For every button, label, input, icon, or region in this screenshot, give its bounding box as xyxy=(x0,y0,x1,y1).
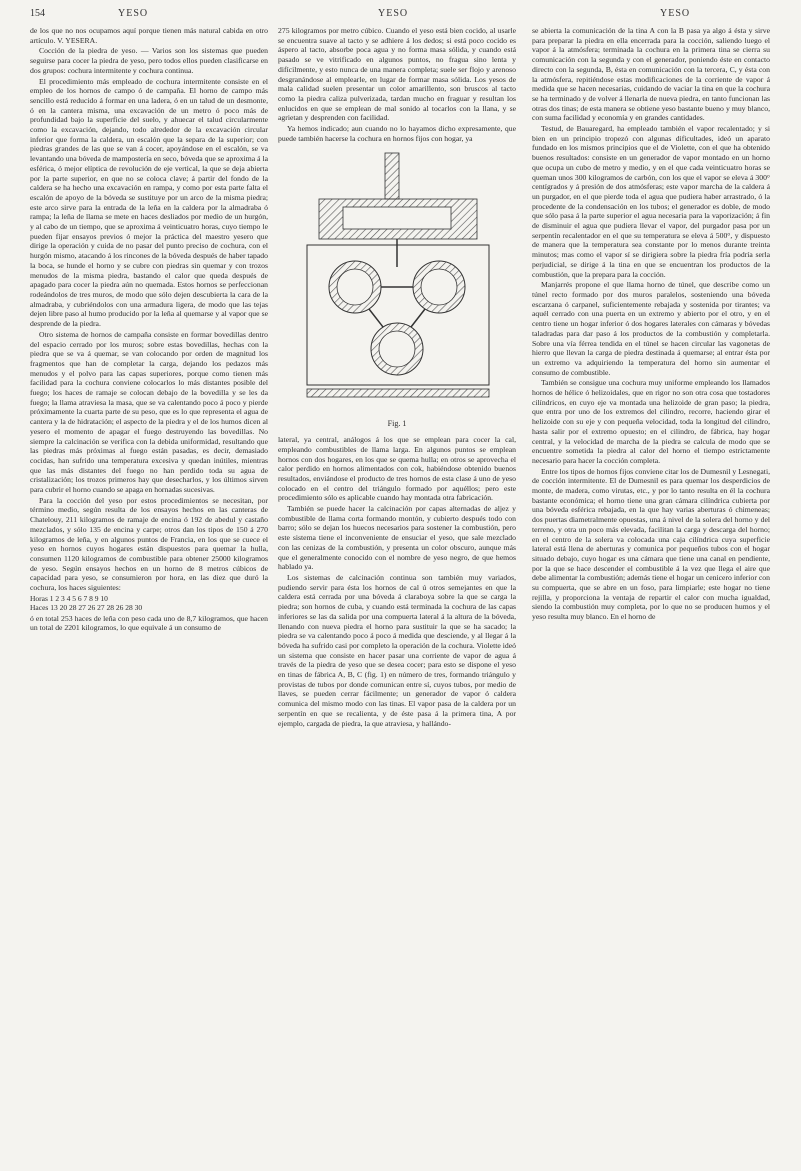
figure-caption: Fig. 1 xyxy=(387,419,407,429)
paragraph: Ya hemos indicado; aun cuando no lo hayamos dicho expresamente, que puede también hacerse la cochura en hornos fijos con hogar, ya xyxy=(278,124,516,143)
pipe-b-c xyxy=(411,309,425,327)
paragraph: de los que no nos ocupamos aquí porque tienen más natural cabida en otro artículo. V. YESERA. xyxy=(30,26,268,45)
base xyxy=(307,389,489,397)
paragraph: Testud, de Bauaregard, ha empleado también el vapor recalentado; y si bien en un principio tropezó con algunas dificultades, ideó un aparato fundado en los mismos principios que el de Violette, con el que ha obtenido buenos resultados: consiste en un generador de vapor montado en un horno que ocupa un cubo de metro y medio, y en el que cada veinticuatro horas se queman unos 300 kilogramos de carbón, con los que el vapor se eleva á 300° centígrados y á presión de dos atmósferas; este vapor marcha de la caldera á un purgador, en el que pierde toda el agua que pudiera haber arrastrado, ó la procedente de la condensación en los tubos; el generador es doble, de modo que sólo pasa á la parte superior el agua necesaria para la vaporización; á fin de disminuir el agua que pudiera llevar el vapor, del purgador pasa por un serpentín recalentador en el que su temperatura se eleva á 500°, y dispuesto de manera que la temperatura sea constante por lo menos durante treinta minutos; mas como el vapor sí se dirigiera sobre la piedra fría podría serla perjudicial, se dirige á la tina en que se encuentran los productos de la combustión, que la prepara para la cocción. xyxy=(532,124,770,279)
paragraph: El procedimiento más empleado de cochura intermitente consiste en el empleo de los hornos de campo ó de campaña. El horno de campo más sencillo está reducido á formar en una ladera, ó en un talud de un desmonte, ó en la cantera misma, una excavación de un metro ó poco más de profundidad bajo la superficie del suelo, y ahuecar el talud circularmente como la excavación, dejando, todo alrededor de la excavación circular inferior que forma la caldera, un escalón que la separa de la superior; con piedras grandes de las que se van á cocer, apoyándose en el escalón, se va levantando una bóveda de mampostería en seco, bóveda que se aproxima á la esférica, ó mejor elíptica de revolución de eje vertical, la que se deja abierta por la parte superior, en que no se coloca clave; á partir del fondo de la caldera se ha hecho una excavación en rampa, y como por esta parte falta el escalón de apoyo de la bóveda se sustituye por un arco de la misma piedra; este arco sirve para la entrada de la leña en la caldera por la almadraba ó rampa; la leña de llama se mete en haces desliados por medio de un hurgón, y al cabo de un tiempo, que se aproxima á veinticuatro horas, cuyo tiempo le pueden fijar ensayos previos ó mejor la práctica del maestro yesero que dirige la operación y cuida de no pasar del punto preciso de cochura, con el hurgón mismo, atacando á los rincones de la bóveda después de haber tapado la boca, se hunde el horno y se cubre con piedras sin quemar y con trozos menudos de la misma piedra, bastando el calor que queda después de apagado para cocer la piedra aún no quemada. Estos hornos se perfeccionan rodeándolos de tres muros, de modo que sólo dejen descubierta la cara de la almadraba, y cubriéndolos con una armadura ligera, de modo que las tejas dejen libre paso al humo producido por la leña al quemarse y al vapor que se desprende de la piedra. xyxy=(30,76,268,329)
page-number: 154 xyxy=(30,8,45,19)
tank-c-inner xyxy=(379,331,415,367)
paragraph: Los sistemas de calcinación continua son también muy variados, pudiendo servir para ésta los hornos de cal ú otros semejantes en que la caldera está cerrada por una bóveda á claraboya sobre la que se carga la piedra; son hornos de cuba, y cuando está terminada la cochura de las capas inferiores se las da salida por una compuerta lateral á la altura de la bóveda, llenando con nueva piedra el horno para sustituir la que se ha sacado; la piedra se va calentando poco á poco á medida que desciende, y al llegar á la bóveda ha sufrido casi por completo la operación de la cochura. Violette ideó un sistema que consiste en hacer pasar una corriente de vapor de agua á través de la piedra de yeso que se desea cocer; para esto se dispone el yeso en tinas de fábrica A, B, C (fig. 1) en número de tres, formando triángulo y provistas de tubos por donde comunican entre sí, cuyos tubos, por medio de llaves, se pueden cerrar fácilmente; un generador de vapor ó caldera comunica del mismo modo con las tinas. El vapor pasa de la caldera por un serpentín en que se recalienta, y de éste pasa á la primera tina, A por ejemplo, cargada de piedra, la que atraviesa, y hallándo- xyxy=(278,572,516,728)
chimney xyxy=(385,153,399,199)
paragraph: ó en total 253 haces de leña con peso cada uno de 8,7 kilogramos, que hacen un total de 2201 kilogramos, lo que equivale á un consumo de xyxy=(30,613,268,633)
hours-table xyxy=(30,594,268,613)
pipe-a-c xyxy=(369,309,383,327)
paragraph: se abierta la comunicación de la tina A con la B pasa ya algo á ésta y sirve para preparar la piedra en ella encerrada para la cocción, saliendo luego el vapor á la atmósfera; terminada la cochura en la primera tina se cierra su comunicación con la segunda y con el generador, poniendo éste en contacto directo con la segunda, B, ésta en comunicación con la tercera, C, y ésta con la atmósfera, repitiéndose estas modificaciones de la corriente de vapor á medida que se hacen necesarias, cuidando de vaciar la tina en que la cochura se ha terminado y de volver á llenarla de nueva piedra, en tanto funcionan las otras dos tinas; de esta manera se obtiene yeso bastante bueno y muy blanco, con suma facilidad y economía y en grandes cantidades. xyxy=(532,26,770,123)
paragraph: Para la cocción del yeso por estos procedimientos se necesitan, por término medio, según resulta de los ensayos hechos en las canteras de Chatelouy, 211 kilogramos de ramaje de encina ó 192 de abedul y castaño mezclados, y sólo 135 de encina y carpe; otros dan los tipos de 150 á 270 kilogramos de leña, y en algunos puntos de Francia, en los que se cuece el yeso en hornos cuyos hogares están dispuestos para quemar la hulla, consumen 1120 kilogramos de combustible para obtener 25000 kilogramos de yeso. Según ensayos hechos en un horno de 8 metros cúbicos de capacidad para yeso, se consumieron por hora, en las diez que duró la cochura, los haces siguientes: xyxy=(30,495,268,593)
paragraph: 275 kilogramos por metro cúbico. Cuando el yeso está bien cocido, al usarle se encuentra suave al tacto y se adhiere á los dedos; si está poco cocido es áspero al tacto, absorbe poca agua y no forma masa sólida, y cuando está pasado se ve vitrificado en algunos puntos, no fragua sino lenta y difícilmente, y esto nunca de una manera completa; suele ser flojo y arenoso desgranándose al emplearle, en lugar de formar masa sólida. Los yesos de mala calidad suelen presentar un color amarillento, son bruscos al tacto como la piedra caliza pulverizada, tardan mucho en fraguar y resultan los enlucidos en que se emplean de mal sonido al tocarlos con la llana, y se agrietan y desprenden con facilidad. xyxy=(278,26,516,123)
bundles-row: Haces 13 20 28 27 26 27 28 26 28 30 xyxy=(30,603,143,613)
page-header xyxy=(0,8,801,22)
paragraph: También se puede hacer la calcinación por capas alternadas de aljez y combustible de llama corta formando montón, y cubierto después todo con barro; sólo se dejan los huecos necesarios para sostener la combustión, pero este sistema tiene el inconveniente de ensuciar el yeso, que sale mezclado con las cenizas de la combustión, y presenta un color obscuro, aunque más que el generalmente conocido con el nombre de yeso negro, de que hemos hablado ya. xyxy=(278,504,516,572)
running-head-center: YESO xyxy=(378,8,409,19)
paragraph: Cocción de la piedra de yeso. — Varios son los sistemas que pueden seguirse para cocer la piedra de yeso, pero todos ellos pueden clasificarse en dos grupos: cochura intermitente y cochura continua. xyxy=(30,46,268,75)
paragraph: lateral, ya central, análogos á los que se emplean para cocer la cal, empleando combustibles de llama larga. En algunos puntos se emplean hornos con dos hogares, en los que se quema hulla; en otros se aprovecha el calor perdido en hornos alimentados con cok, habiéndose obtenido buenos resultados, enviándose el producto de tres hornos de esta clase á uno de yeso colocado en el centro del triángulo formado por aquéllos; pero este procedimiento sólo es aplicable cuando hay montada otra fabricación. xyxy=(278,435,516,503)
paragraph: Manjarrés propone el que llama horno de túnel, que describe como un túnel recto formado por dos muros paralelos, sosteniendo una bóveda escarzana ó carpanel, suficientemente rebajada y sostenida por tirantes; va aquél cerrado con una puerta en un extremo y abierto por el otro, y en el centro tiene un hogar inferior ó dos hogares laterales con cámaras y bóvedas taladradas para dar paso á los productos de la combustión y completarla. Sobre una vía férrea tendida en el túnel se hacen circular las vagonetas de hierro que llevan la carga de piedra destinada á quemarse; al entrar ésta por un extremo va adquiriendo la temperatura del horno sin aumentar el consumo de combustible. xyxy=(532,280,770,377)
generator-chamber xyxy=(343,207,451,229)
figure xyxy=(278,149,516,429)
text-column-2 xyxy=(278,26,516,1161)
paragraph: También se consigue una cochura muy uniforme empleando los llamados hornos de hélice ó helizoidales, que en rigor no son otra cosa que tostadores cilíndricos, en cuyo eje va montada una helizoide de gran paso; la piedra, que entra por uno de los extremos del cilindro, recorre, haciendo girar el helizoide con su eje y con pequeña velocidad, toda la longitud del cilindro, hasta salir por el extremo opuesto; en el cilindro, de fábrica, hay hogar central, y la velocidad de marcha de la piedra se calcula de modo que se encuentre sometida la piedra al calor del horno el tiempo estrictamente necesario para hacer la cocción completa. xyxy=(532,378,770,465)
text-column-3 xyxy=(532,26,770,1161)
tank-b-inner xyxy=(421,269,457,305)
running-head-left: YESO xyxy=(118,8,149,19)
paragraph: Otro sistema de hornos de campaña consiste en formar bovedillas dentro del espacio cerrado por los muros; sobre estas bovedillas, hechas con la piedra que se va á quemar, se van colocando por orden de magnitud los fragmentos que han de completar la carga, dejando los pedazos más menudos y el polvo para las capas superiores, porque como tienen más facilidad para la cochura conviene colocarlos lo más distantes posible del fuego; los haces de ramaje se colocan debajo de la bovedilla y se les da fuego; la llama atraviesa la masa, que se va calentando poco á poco y pierde próximamente la cuarta parte de su peso, que es lo que representa el agua de cantera y la de hidratación; el aspecto de la piedra y el de los humos dicen al yesero el momento de apagar el fuego destruyendo las bovedillas. No siempre la calcinación se verifica con la debida uniformidad, resultando que las piedras más próximas al fuego están pasadas, es decir, demasiado cocidas, han sufrido una temperatura excesiva y quedan inútiles, mientras que las más distantes del fuego no han perdido toda su agua de cristalización; los trozos primeros hay que desecharlos, y los últimos sirven para cubrir el horno cuando se apaga en hornadas sucesivas. xyxy=(30,329,268,495)
text-column-1 xyxy=(30,26,268,1161)
kiln-diagram xyxy=(297,149,497,417)
running-head-right: YESO xyxy=(660,8,691,19)
paragraph: Entre los tipos de hornos fijos conviene citar los de Dumesnil y Lesnegati, de cocción intermitente. El de Dumesnil es para quemar los desperdicios de monte, de madera, como virutas, etc., y por lo tanto resulta en él la cochura bastante económica; el horno tiene una gran cámara cilíndrica cubierta por una bóveda esférica rebajada, en la que hay varias aberturas ó chimeneas; dos puertas diametralmente opuestas, una á nivel de la solera del horno y del terreno, y otra un poco más elevada, facilitan la carga y descarga del horno; en el centro de la solera va colocada una caja cilíndrica cuya superficie lateral está llena de aberturas y comunica por pequeños tubos con el hogar situado debajo, cuyo hogar es una cámara que tiene una canal en pendiente, por la que se hace descender el combustible á la vez que llega el aire que debe alimentar la combustión; además tiene el hogar un cenicero inferior con su compuerta, que se abre en un foso, para limpiarle; este hogar no tiene rejilla, y proporciona la ventaja de repartir el calor con mucha igualdad, siendo la combustión muy completa, por lo que no se producen humos y el yeso resulta muy blanco. En el horno de xyxy=(532,466,770,622)
tank-a-inner xyxy=(337,269,373,305)
hours-row: Horas 1 2 3 4 5 6 7 8 9 10 xyxy=(30,593,108,603)
